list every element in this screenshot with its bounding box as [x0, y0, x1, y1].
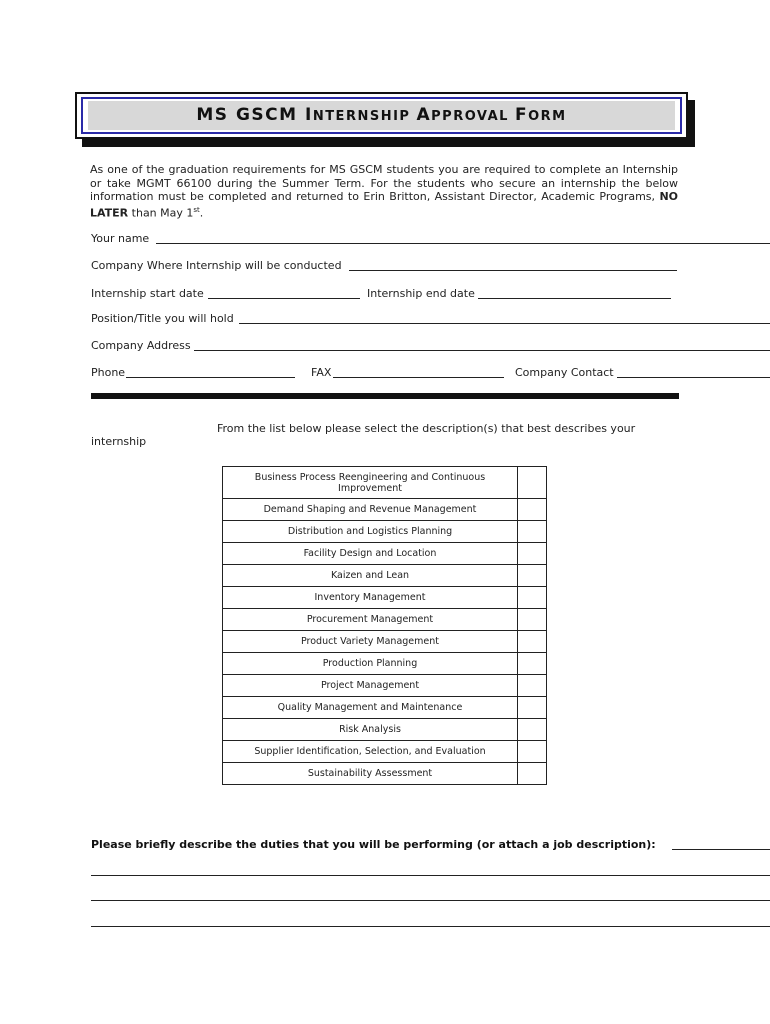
description-checkbox[interactable] [518, 719, 547, 741]
description-checkbox[interactable] [518, 587, 547, 609]
description-checkbox[interactable] [518, 565, 547, 587]
form-title: MS GSCM INTERNSHIP APPROVAL FORM [196, 105, 567, 125]
description-row [223, 521, 547, 543]
description-checkbox[interactable] [518, 499, 547, 521]
start-date-label: Internship start date [91, 287, 204, 300]
description-checkbox[interactable] [518, 675, 547, 697]
description-label: Sustainability Assessment [223, 763, 518, 785]
select-instruction-cont: internship [91, 435, 147, 448]
description-row [223, 565, 547, 587]
duties-field-first[interactable] [672, 849, 770, 850]
description-label: Demand Shaping and Revenue Management [223, 499, 518, 521]
description-row [223, 499, 547, 521]
description-label: Facility Design and Location [223, 543, 518, 565]
start-date-field[interactable] [208, 298, 360, 299]
select-instruction: From the list below please select the description(s) that best describes your [217, 422, 636, 435]
description-row [223, 587, 547, 609]
description-label: Distribution and Logistics Planning [223, 521, 518, 543]
description-label: Product Variety Management [223, 631, 518, 653]
description-row [223, 653, 547, 675]
description-row [223, 675, 547, 697]
description-label: Inventory Management [223, 587, 518, 609]
description-label: Project Management [223, 675, 518, 697]
description-row [223, 741, 547, 763]
description-label: Business Process Reengineering and Continuous Improvement [223, 467, 518, 499]
phone-field[interactable] [126, 377, 295, 378]
description-label: Production Planning [223, 653, 518, 675]
duties-line[interactable] [91, 926, 770, 927]
description-checkbox[interactable] [518, 609, 547, 631]
description-row [223, 763, 547, 785]
description-row [223, 543, 547, 565]
description-checkbox[interactable] [518, 467, 547, 499]
description-checkbox[interactable] [518, 697, 547, 719]
duties-line[interactable] [91, 900, 770, 901]
description-checkbox[interactable] [518, 763, 547, 785]
description-row [223, 609, 547, 631]
description-checkbox[interactable] [518, 631, 547, 653]
description-checkbox[interactable] [518, 543, 547, 565]
description-label: Risk Analysis [223, 719, 518, 741]
intro-paragraph: As one of the graduation requirements for MS GSCM students you are required to complete an Internship or take MGMT 66100 during the Summer Term. For the students who secure an internship the below information must be completed and returned to Erin Britton, Assistant Director, Academic Programs, NO LATER than May 1st. [90, 163, 678, 220]
company-label: Company Where Internship will be conducted [91, 259, 342, 272]
your-name-label: Your name [91, 232, 150, 245]
description-label: Supplier Identification, Selection, and Evaluation [223, 741, 518, 763]
description-checkbox[interactable] [518, 653, 547, 675]
company-field[interactable] [349, 270, 677, 271]
fax-field[interactable] [333, 377, 504, 378]
description-label: Kaizen and Lean [223, 565, 518, 587]
contact-field[interactable] [617, 377, 770, 378]
phone-label: Phone [91, 366, 126, 379]
contact-label: Company Contact [515, 366, 614, 379]
end-date-label: Internship end date [367, 287, 475, 300]
description-table [222, 466, 547, 785]
description-row [223, 467, 547, 499]
position-field[interactable] [239, 323, 770, 324]
your-name-field[interactable] [156, 243, 770, 244]
description-row [223, 697, 547, 719]
description-label: Quality Management and Maintenance [223, 697, 518, 719]
description-row [223, 719, 547, 741]
address-label: Company Address [91, 339, 191, 352]
fax-label: FAX [311, 366, 332, 379]
section-divider [91, 393, 679, 399]
end-date-field[interactable] [478, 298, 671, 299]
description-row [223, 631, 547, 653]
description-label: Procurement Management [223, 609, 518, 631]
duties-label: Please briefly describe the duties that you will be performing (or attach a job description): [91, 838, 656, 851]
address-field[interactable] [194, 350, 770, 351]
position-label: Position/Title you will hold [91, 312, 234, 325]
duties-line[interactable] [91, 875, 770, 876]
description-checkbox[interactable] [518, 521, 547, 543]
description-checkbox[interactable] [518, 741, 547, 763]
